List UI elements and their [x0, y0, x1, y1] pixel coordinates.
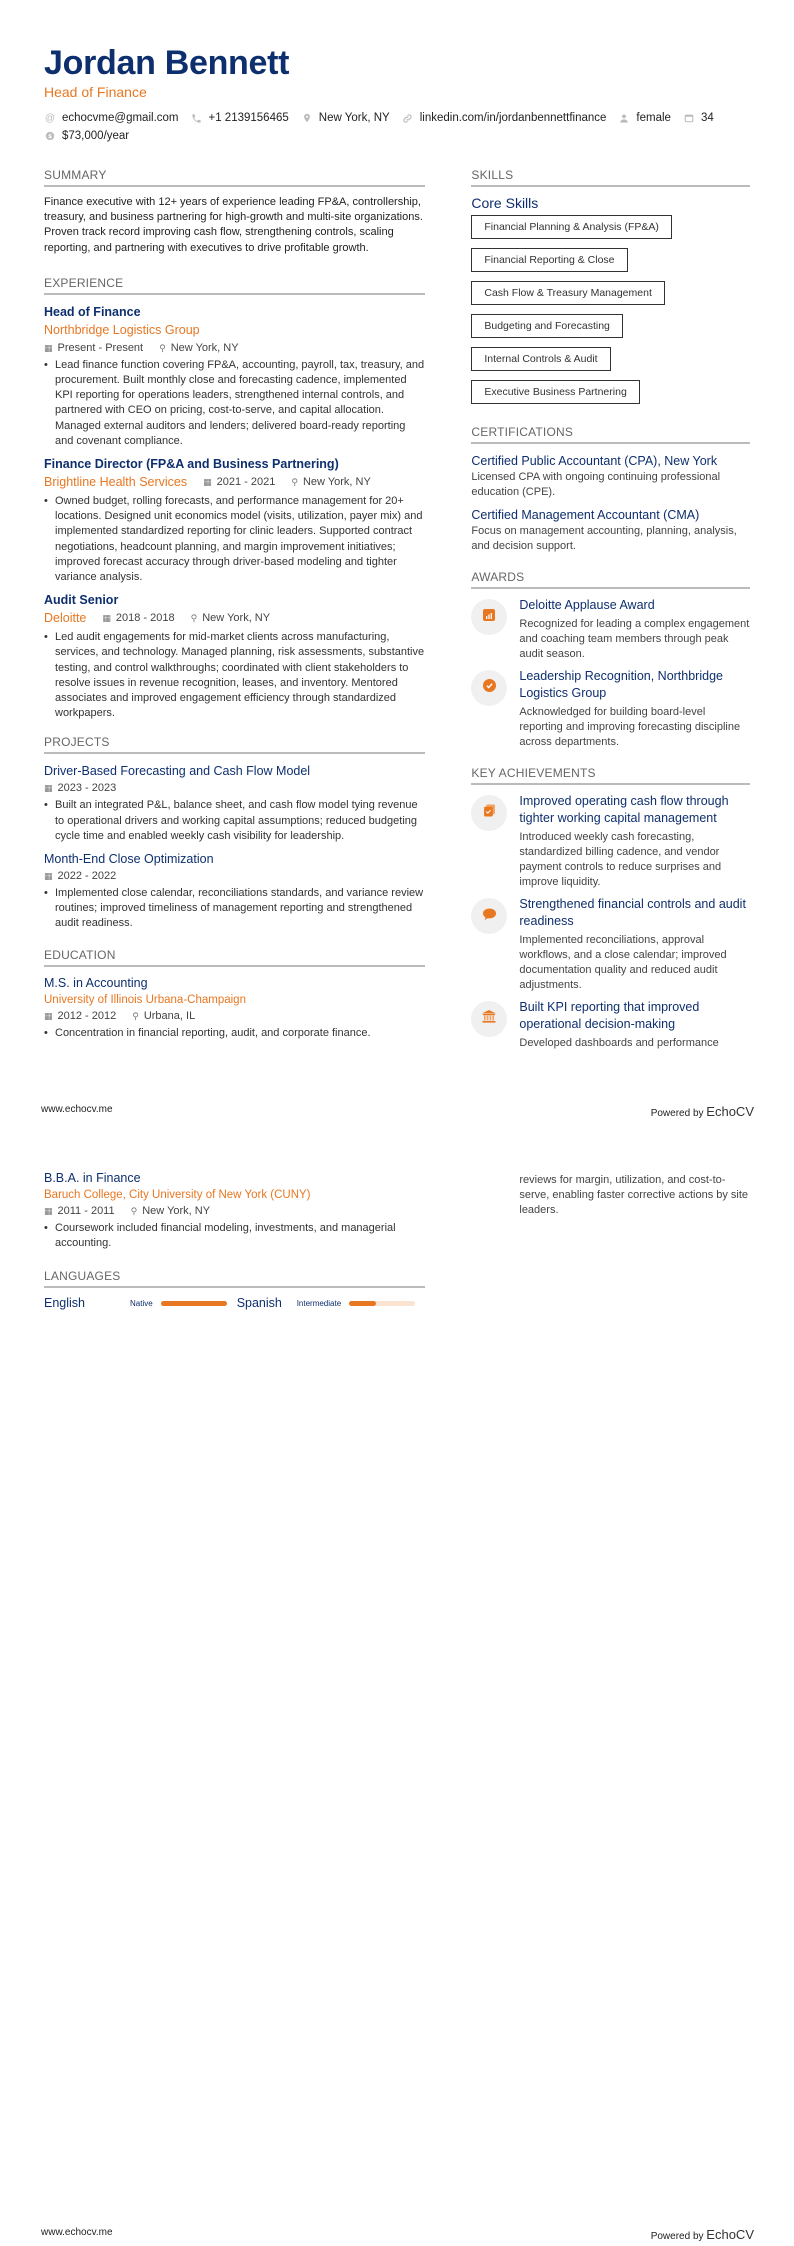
company-name: Brightline Health Services — [44, 475, 188, 490]
achievement-title: Built KPI reporting that improved operational decision-making — [519, 1000, 700, 1031]
award-item — [471, 597, 750, 662]
job-location: New York, NY — [170, 341, 239, 354]
language-proficiency-bar — [161, 1301, 227, 1306]
achievement-title: Strengthened financial controls and audit readiness — [519, 897, 746, 928]
calendar-icon: ▦ — [44, 1206, 53, 1216]
education-dates: 2012 - 2012 — [57, 1009, 117, 1022]
skill-tag: Internal Controls & Audit — [471, 347, 610, 371]
achievements-section — [471, 766, 750, 1051]
school-name: University of Illinois Urbana-Champaign — [44, 993, 246, 1006]
award-desc: Acknowledged for building board-level reporting and improving forecasting discipline across departments. — [519, 706, 741, 748]
education-dates: 2011 - 2011 — [57, 1205, 115, 1217]
right-column — [471, 148, 750, 1057]
job-dates: 2018 - 2018 — [115, 612, 175, 625]
contact-linkedin-text: linkedin.com/in/jordanbennettfinance — [419, 112, 607, 124]
bank-icon — [482, 1010, 496, 1028]
skill-tags — [471, 215, 750, 413]
job-bullet: • Led audit engagements for mid-market clients across manufacturing, services, and technology. Managed planning, risk assessments, substantive testing, and control walkthroughs; coordinated with client stakeholders to resolve issues in revenue recognition, leases, and inventory. Mentored associates and improved engagement efficiency through standardized workpapers. — [44, 630, 425, 721]
phone-icon — [191, 112, 203, 124]
contact-list — [44, 112, 750, 142]
project-dates: 2022 - 2022 — [57, 870, 117, 883]
contact-phone[interactable] — [191, 112, 289, 124]
person-icon — [618, 112, 630, 124]
footer-brand: EchoCV — [706, 1104, 754, 1119]
location-icon: ⚲ — [159, 342, 166, 353]
location-icon: ⚲ — [291, 477, 298, 488]
link-icon — [402, 112, 414, 124]
language-proficiency-fill — [161, 1301, 227, 1306]
job-bullet: • Owned budget, rolling forecasts, and performance management for 20+ locations. Designed unit economics model (visits, utilization, payer mix) and implemented standardized reporting for clinic leaders. Supported contract negotiations, headcount planning, and margin improvement initiatives; improved forecast accuracy through driver-based modeling and tighter variance analysis. — [44, 494, 425, 585]
location-icon — [301, 112, 313, 124]
summary-text: Finance executive with 12+ years of experience leading FP&A, controllership, treasury, and business partnering for high-growth and multi-site organizations. Proven track record improving cash flow, strengthening controls, scaling reporting, and partnering with executives to drive profitable growth. — [44, 196, 423, 254]
language-name: Spanish — [236, 1296, 282, 1311]
achievement-item — [471, 896, 750, 993]
resume-header — [0, 0, 794, 142]
education-meta — [44, 1008, 425, 1024]
calendar-icon: ▦ — [203, 477, 212, 488]
achievement-desc: Implemented reconciliations, approval workflows, and a close calendar; improved documentation quality and reduced audit adjustments. — [519, 934, 727, 991]
achievement-icon-badge — [471, 898, 507, 934]
contact-salary-text: $73,000/year — [62, 130, 130, 142]
project-title: Month-End Close Optimization — [44, 852, 214, 867]
skill-tag: Executive Business Partnering — [471, 380, 639, 404]
award-desc: Recognized for leading a complex engagement and coaching team members through peak audit season. — [519, 618, 750, 660]
section-heading: PROJECTS — [44, 735, 425, 754]
section-heading: CERTIFICATIONS — [471, 425, 750, 444]
achievement-title: Improved operating cash flow through tighter working capital management — [519, 794, 729, 825]
calendar-icon: ▦ — [44, 1010, 53, 1021]
left-column-continued — [44, 1170, 425, 1310]
project-meta — [44, 868, 425, 884]
education-section — [44, 948, 425, 1041]
project-bullet: • Built an integrated P&L, balance sheet, and cash flow model tying revenue to operational drivers and working capital assumptions; reduced budgeting cycle time and enabled weekly cash visibility for leadership. — [44, 798, 425, 844]
svg-text:$: $ — [47, 134, 53, 141]
contact-linkedin[interactable] — [402, 112, 607, 124]
section-heading: KEY ACHIEVEMENTS — [471, 766, 750, 785]
contact-gender — [618, 112, 671, 124]
at-icon: @ — [44, 112, 56, 124]
section-heading: EXPERIENCE — [44, 276, 425, 295]
contact-age-text: 34 — [700, 112, 714, 124]
clipboard-icon — [483, 804, 496, 822]
job-location: New York, NY — [302, 476, 371, 489]
job-dates: 2021 - 2021 — [216, 476, 276, 489]
project-item — [44, 762, 425, 844]
achievement-desc: Developed dashboards and performance — [519, 1037, 719, 1049]
language-list — [44, 1296, 425, 1310]
language-name: English — [44, 1296, 85, 1311]
bar-chart-icon — [483, 608, 495, 626]
certification-desc: Licensed CPA with ongoing continuing professional education (CPE). — [471, 471, 721, 498]
company-name: Deloitte — [44, 611, 87, 626]
languages-section — [44, 1269, 425, 1310]
education-bullet: • Coursework included financial modeling, investments, and managerial accounting. — [44, 1221, 425, 1251]
candidate-name: Jordan Bennett — [44, 44, 290, 82]
experience-section — [44, 276, 425, 722]
job-location: New York, NY — [202, 612, 271, 625]
achievement-item — [471, 793, 750, 890]
language-proficiency-fill — [349, 1301, 375, 1306]
job-title: Audit Senior — [44, 593, 119, 608]
achievement-icon-badge — [471, 1001, 507, 1037]
page-footer — [0, 2227, 794, 2242]
calendar-icon: ▦ — [44, 783, 53, 794]
achievement-desc: Introduced weekly cash forecasting, standardized billing cadence, and vendor payment controls to reduce surprises and improve liquidity. — [519, 831, 722, 888]
calendar-icon: ▦ — [44, 342, 53, 353]
location-icon: ⚲ — [132, 1010, 139, 1021]
contact-age — [683, 112, 714, 124]
awards-section — [471, 570, 750, 750]
achievement-icon-badge — [471, 795, 507, 831]
skill-tag: Financial Planning & Analysis (FP&A) — [471, 215, 672, 239]
skills-section — [471, 168, 750, 413]
school-name: Baruch College, City University of New York (CUNY) — [44, 1189, 311, 1201]
chat-bubble-icon — [483, 907, 496, 925]
award-title: Deloitte Applause Award — [519, 598, 655, 612]
education-item — [44, 1170, 425, 1251]
language-proficiency-bar — [349, 1301, 415, 1306]
experience-item — [44, 303, 425, 449]
job-dates: Present - Present — [57, 341, 144, 354]
contact-salary — [44, 130, 129, 142]
project-dates: 2023 - 2023 — [57, 782, 117, 795]
contact-email-text: echocvme@gmail.com — [62, 112, 179, 124]
project-meta — [44, 780, 425, 796]
section-heading: SUMMARY — [44, 168, 425, 187]
location-icon: ⚲ — [130, 1206, 138, 1216]
candidate-title: Head of Finance — [44, 84, 147, 100]
experience-item — [44, 591, 425, 721]
skill-tag: Budgeting and Forecasting — [471, 314, 623, 338]
language-level: Native — [130, 1298, 153, 1308]
check-circle-icon — [483, 679, 496, 697]
footer-website[interactable]: www.echocv.me — [41, 2227, 113, 2238]
calendar-icon — [683, 112, 695, 124]
project-title: Driver-Based Forecasting and Cash Flow Model — [44, 764, 311, 779]
education-bullet: • Concentration in financial reporting, audit, and corporate finance. — [44, 1026, 425, 1041]
location-icon: ⚲ — [190, 613, 198, 624]
job-bullet: • Lead finance function covering FP&A, accounting, payroll, tax, treasury, and procurement. Built monthly close and forecasting cadence, implemented KPI reporting for operations leaders, strengthened internal controls, and partnered with CEO on pricing, cost-to-serve, and capital allocation. Managed external auditors and lenders; delivered board-ready reporting and covenant compliance. — [44, 358, 425, 449]
skill-tag: Cash Flow & Treasury Management — [471, 281, 665, 305]
section-heading: LANGUAGES — [44, 1269, 425, 1288]
left-column — [44, 148, 425, 1057]
resume-page-2 — [0, 1123, 794, 2246]
section-heading: SKILLS — [471, 168, 750, 187]
calendar-icon: ▦ — [44, 871, 53, 882]
education-location: New York, NY — [142, 1205, 211, 1217]
footer-brand: EchoCV — [706, 2227, 754, 2242]
project-bullet: • Implemented close calendar, reconciliations standards, and variance review routines; improved timeliness of management reporting and strengthened audit readiness. — [44, 886, 425, 932]
experience-item — [44, 455, 425, 585]
skill-tag: Financial Reporting & Close — [471, 248, 627, 272]
contact-gender-text: female — [636, 112, 671, 124]
salary-icon — [44, 130, 56, 142]
education-meta — [44, 1203, 425, 1219]
certification-title: Certified Public Accountant (CPA), New York — [471, 454, 718, 468]
footer-website[interactable]: www.echocv.me — [41, 1104, 113, 1115]
section-heading: AWARDS — [471, 570, 750, 589]
award-icon-badge — [471, 599, 507, 635]
education-item — [44, 975, 425, 1041]
award-title: Leadership Recognition, Northbridge Logistics Group — [519, 669, 723, 700]
contact-email[interactable] — [44, 112, 179, 124]
certification-desc: Focus on management accounting, planning, analysis, and decision support. — [471, 525, 737, 552]
job-title: Head of Finance — [44, 304, 141, 319]
job-meta — [44, 340, 425, 356]
right-column-continued — [471, 1170, 750, 1310]
contact-phone-text: +1 2139156465 — [208, 112, 289, 124]
degree-title: M.S. in Accounting — [44, 975, 148, 990]
summary-section — [44, 168, 425, 256]
achievement-desc-continued: reviews for margin, utilization, and cost-to-serve, enabling faster corrective actions by site leaders. — [519, 1174, 749, 1216]
certifications-section — [471, 425, 750, 554]
footer-powered-by: Powered by EchoCV — [650, 2227, 754, 2242]
calendar-icon: ▦ — [102, 613, 111, 624]
project-item — [44, 850, 425, 932]
degree-title: B.B.A. in Finance — [44, 1171, 141, 1185]
company-name: Northbridge Logistics Group — [44, 322, 200, 337]
award-icon-badge — [471, 670, 507, 706]
education-location: Urbana, IL — [143, 1009, 196, 1022]
skills-group-title: Core Skills — [471, 195, 539, 211]
language-level: Intermediate — [296, 1298, 342, 1308]
projects-section — [44, 735, 425, 931]
contact-location-text: New York, NY — [318, 112, 390, 124]
certification-title: Certified Management Accountant (CMA) — [471, 508, 700, 522]
award-item — [471, 668, 750, 750]
job-title: Finance Director (FP&A and Business Partnering) — [44, 457, 339, 472]
job-meta — [44, 473, 425, 492]
section-heading: EDUCATION — [44, 948, 425, 967]
contact-location — [301, 112, 390, 124]
job-meta — [44, 609, 425, 628]
page-footer — [0, 1104, 794, 1119]
achievement-item — [471, 999, 750, 1051]
footer-powered-by: Powered by EchoCV — [650, 1104, 754, 1119]
